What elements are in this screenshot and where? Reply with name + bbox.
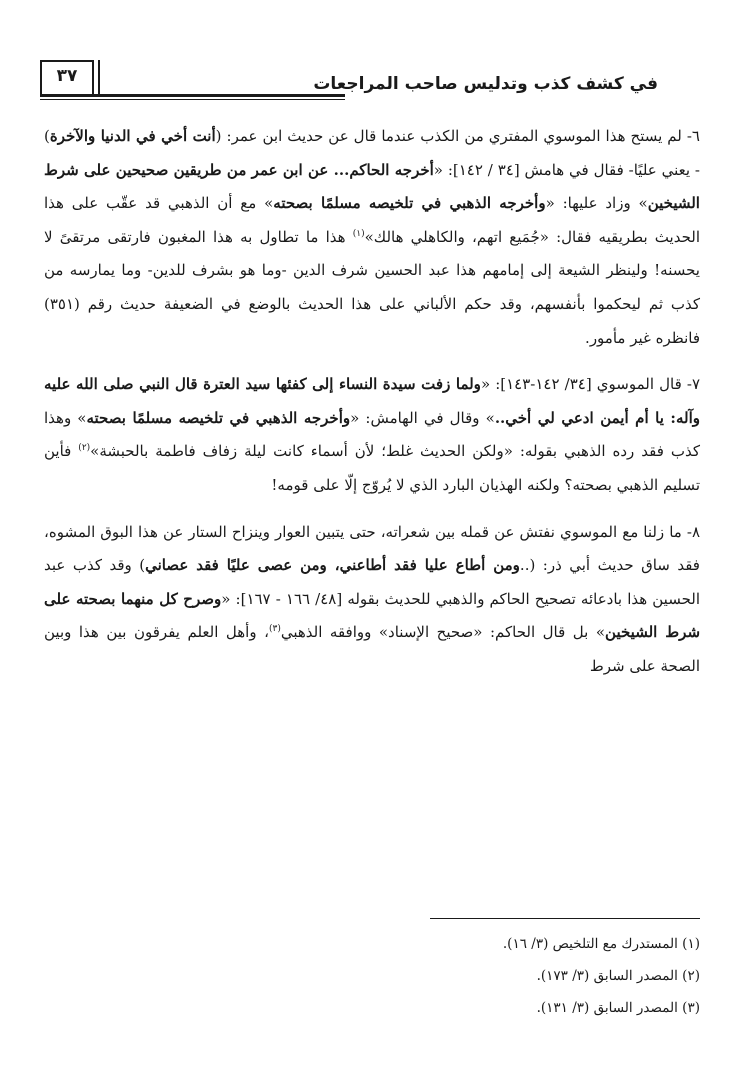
page-number-ornament — [92, 60, 100, 96]
footnote-marker: (٣) — [268, 624, 281, 635]
text-run: ٨- ما زلنا مع الموسوي نفتش عن قمله بين شعراته، حتى يتبين العوار وينزاح الستار عن هذا البوق المشوه، فقد ساق حديث أبي ذر: (.. — [44, 522, 700, 575]
main-body-text — [44, 120, 700, 697]
footnote-1: (١) المستدرك مع التلخيص (٣/ ١٦). — [502, 936, 700, 952]
footnote-3: (٣) المصدر السابق (٣/ ١٣١). — [536, 1000, 700, 1016]
header-rule — [40, 94, 345, 97]
footnote-separator — [430, 918, 700, 919]
text-run: » وقال في الهامش: « — [350, 408, 495, 427]
quoted-bold-text: ومن أطاع عليا فقد أطاعني، ومن عصى عليًا فقد عصاني — [145, 556, 520, 575]
text-run: هذا ما تطاول به هذا المغبون فارتقى مرتقىً لا يحسنه! ولينظر الشيعة إلى إمامهم هذا عبد الحسين شرف الدين -وما هو بشرف للدين- وما يمارسه من كذب ثم ليحكموا بأنفسهم، وقد حكم الألباني على هذا الحديث بالوضع في الضعيفة حديث رقم (٣٥١) فانظره غير مأمور. — [44, 227, 700, 347]
quoted-bold-text: وأخرجه الذهبي في تلخيصه مسلمًا بصحته — [86, 408, 351, 427]
text-run: ) - يعني عليًا- فقال في هامش [٣٤ / ١٤٢]: « — [44, 127, 700, 179]
text-run: ٧- قال الموسوي [٣٤/ ١٤٢-١٤٣]: « — [480, 375, 700, 394]
paragraph-6 — [44, 120, 700, 355]
text-run: » مع أن الذهبي قد عقّب على هذا الحديث بطريقيه فقال: «جُمَيع اتهم، والكاهلي هالك» — [44, 194, 700, 246]
page-number: ٣٧ — [56, 66, 78, 86]
text-run: ٦- لم يستح هذا الموسوي المفتري من الكذب عندما قال عن حديث ابن عمر: ( — [215, 127, 700, 145]
text-run: » وهذا كذب فقد رده الذهبي بقوله: «ولكن الحديث غلط؛ لأن أسماء كانت ليلة زفاف فاطمة بالحبشة» — [44, 408, 700, 461]
page-number-box — [40, 60, 94, 94]
footnotes — [44, 928, 700, 1024]
text-run: » بل قال الحاكم: «صحيح الإسناد» ووافقه الذهبي — [280, 623, 606, 642]
text-run: فأين تسليم الذهبي بصحته؟ ولكنه الهذيان البارد الذي لا يُروّج إلّا على قومه! — [44, 442, 700, 494]
quoted-bold-text: أنت أخي في الدنيا والآخرة — [49, 127, 216, 145]
quoted-bold-text: وصرح كل منهما بصحته على شرط الشيخين — [44, 589, 701, 642]
quoted-bold-text: وأخرجه الذهبي في تلخيصه مسلمًا بصحته — [273, 194, 546, 213]
text-run: ) وقد كذب عبد الحسين هذا بادعائه تصحيح الحاكم والذهبي للحديث بقوله [٤٨/ ١٦٦ - ١٦٧]: « — [44, 556, 700, 608]
footnote-2: (٢) المصدر السابق (٣/ ١٧٣). — [536, 968, 700, 984]
paragraph-7 — [44, 368, 700, 502]
quoted-bold-text: أخرجه الحاكم... عن ابن عمر من طريقين صحيحين على شرط الشيخين — [44, 160, 700, 213]
footnote-marker: (١) — [352, 228, 365, 239]
text-run: » وزاد عليها: « — [545, 194, 648, 213]
footnote-marker: (٢) — [78, 443, 91, 454]
text-run: ، وأهل العلم يفرقون بين هذا وبين الصحة على شرط — [44, 623, 700, 675]
running-header-title: في كشف كذب وتدليس صاحب المراجعات — [313, 74, 658, 94]
paragraph-8 — [44, 516, 700, 684]
header-rule-thin — [40, 99, 345, 100]
quoted-bold-text: ولما زفت سيدة النساء إلى كفئها سيد العترة قال النبي صلى الله عليه وآله: يا أم أيمن ادعي لي أخي.. — [44, 375, 700, 427]
